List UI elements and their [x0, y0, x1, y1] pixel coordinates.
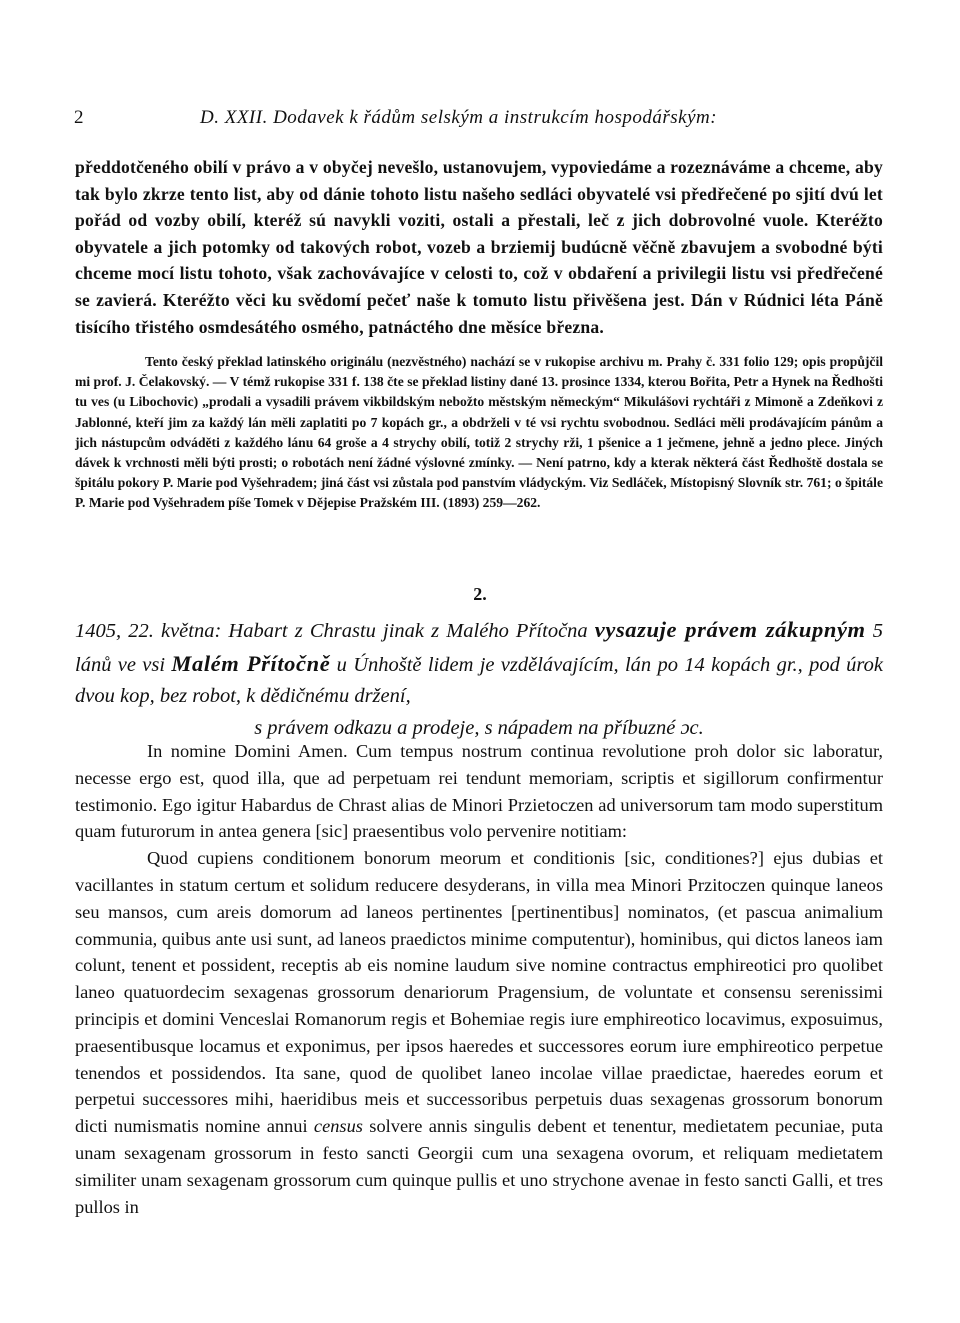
regest — [75, 614, 883, 744]
latin-text — [75, 738, 883, 1220]
running-head — [74, 104, 886, 132]
latin-paragraph-1: In nomine Domini Amen. Cum tempus nostrum continua revolutione proh dolor sic laboratur, necesse ergo est, quod illa, que ad perpetuam rei tendunt memoriam, scriptis et sigillorum confirmentur testimonio. Ego igitur Habardus de Chrast alias de Minori Przietoczen ad universorum tam modo superstitum quam futurorum in antea genera [sic] praesentibus volo pervenire notitiam: — [75, 741, 883, 842]
editorial-note — [75, 352, 883, 514]
page-number: 2 — [74, 107, 84, 128]
regest-text-3: u Únhoště lidem je vzdělávajícím, lán po 14 kopách gr., pod úrok dvou kop, bez robot, k dědičnému držení, — [75, 653, 883, 707]
regest-text-4: s právem odkazu a prodeje, s nápadem na příbuzné ɔc. — [254, 716, 704, 739]
latin-paragraph-2 — [75, 845, 883, 1220]
regest-text-2: 5 lánů ve vsi — [75, 620, 883, 676]
regest-emphasis-1: vysazuje právem zákupným — [594, 617, 866, 642]
regest-text-1: 1405, 22. května: Habart z Chrastu jinak z Malého Přítočna — [75, 620, 595, 642]
latin-paragraph-2-part-b: solvere annis singulis debent et tenentur, medietatem pecuniae, puta unam sexagenam grossorum in festo sancti Georgii cum una sexagena ovorum, et reliquam medietatem similiter unam sexagenam grossorum cum quinque pullis et uno strychone avenae in festo sancti Galli, et tres pullos in — [75, 1116, 883, 1217]
latin-paragraph-2-part-a: Quod cupiens conditionem bonorum meorum et conditionis [sic, conditiones?] ejus dubias et vacillantes in statum certum et solidum reducere desyderans, in villa mea Minori Przitoczen quinque laneos seu mansos, cum areis domorum ad laneos pertinentes [pertinentibus] nominatos, (et pascua animalium communia, quibus ante usi sunt, ad laneos praedictos minime computentur), hominibus, qui dictos laneos iam colunt, tenent et possident, receptis ab eis nomine laudum sive nomine contractus emphireotici pro quolibet laneo quatuordecim sexagenas grossorum denariorum Pragensium, de voluntate et consensu serenissimi principis et domini Venceslai Romanorum regis et Bohemiae regis iure emphireotico locavimus, exposuimus, praesentibusque locamus et exponimus, per ipsos haeredes et successores eorum iure emphireotico perpetue tenendos et possidendos. Ita sane, quod de quolibet laneo incolae villae praedictae, haeredes eorum et perpetui successores mihi, haeridibus meis et successoribus perpetuis duas sexagenas grossorum bonorum dicti numismatis nomine annui — [75, 848, 883, 1137]
document-number: 2. — [473, 584, 487, 604]
czech-text-paragraph: předdotčeného obilí v právo a v obyčej nevešlo, ustanovujem, vypoviedáme a rozeznáváme a chceme, aby tak bylo zkrze tento list, aby od dánie tohoto listu našeho sedláci obyvatelé vsi předřečené po sjití dvú let pořád od vozby obilí, kteréž sú navykli voziti, ostali a přestali, leč z jich dobrovolné vuole. Kteréžto obyvatele a jich potomky od takových robot, vozeb a brziemij budúcně věčně zbavujem a svobodné býti chceme mocí listu tohoto, však zachovávajíce v celosti to, což v obdaření a privilegii listu vsi předřečené se zavierá. Kteréžto věci ku svědomí pečeť naše k tomuto listu přivěšena jest. Dán v Rúdnici léta Páně tisícího třistého osmdesátého osmého, patnáctého dne měsíce března. — [75, 157, 883, 337]
latin-census-word: census — [313, 1116, 363, 1137]
editorial-note-text: Tento český překlad latinského originálu (nezvěstného) nachází se v rukopise archivu m. Prahy č. 331 folio 129; opis propůjčil mi prof. J. Čelakovský. — V témž rukopise 331 f. 138 čte se překlad listiny dané 13. prosince 1334, kterou Bořita, Petr a Hynek na Ředhošti tu ves (u Libochovic) „prodali a vysadili právem vikbildským nebožto městským německým“ Mikulášovi rychtáři z Mimoně a Zdeňkovi z Jablonné, kteří jim za každý lán měli zaplatiti po 7 kopách gr., a obdrželi v té vsi rychtu svobodnou. Sedláci měli prodávajícím pánům a jich nástupcům odváděti z každého lánu 64 groše a 4 strychy obilí, totiž 2 strychy rži, 1 pšenice a 1 ječmene, jehně a jedno plece. Jiných dávek k vrchnosti měli býti prosti; o robotách není žádné výslovné zmínky. — Není patrno, kdy a kterak některá část Ředhoště dostala se špitálu pokory P. Marie pod Vyšehradem; jiná část vsi zůstala pod panstvím vládyckým. Viz Sedláček, Místopisný Slovník str. 761; o špitále P. Marie pod Vyšehradem píše Tomek v Dějepise Pražském III. (1893) 259—262. — [75, 354, 883, 511]
running-title: D. XXII. Dodavek k řádům selským a instrukcím hospodářským: — [200, 107, 718, 128]
regest-emphasis-2: Malém Přítočně — [171, 650, 331, 676]
